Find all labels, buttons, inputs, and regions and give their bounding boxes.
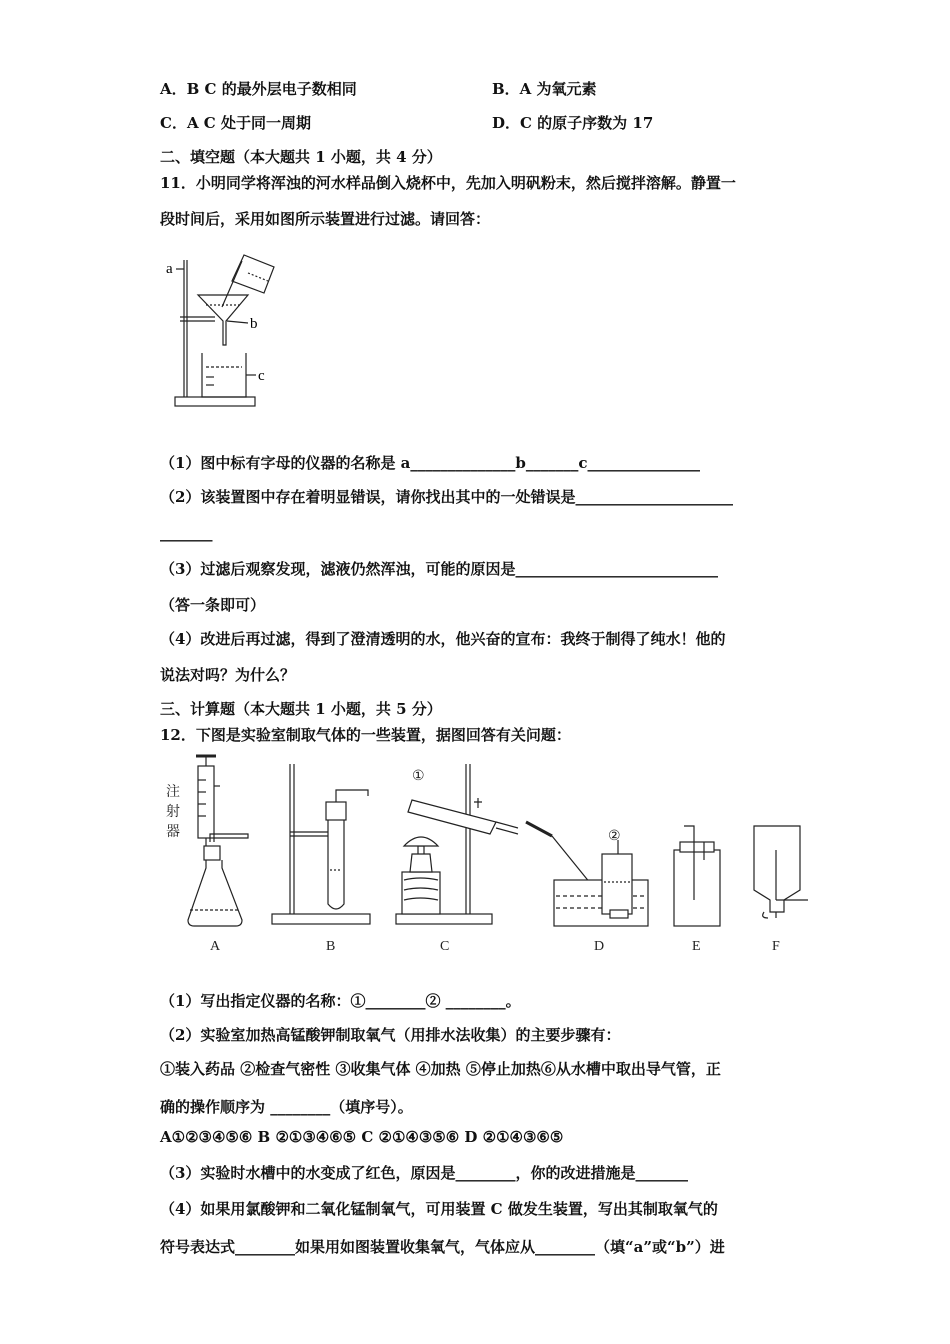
q11-part3: （3）过滤后观察发现，滤液仍然浑浊，可能的原因是___________________________	[160, 560, 718, 578]
option-a: A．B C 的最外层电子数相同	[160, 80, 357, 98]
syringe-label-char-1: 注	[166, 785, 180, 800]
q11-part1: （1）图中标有字母的仪器的名称是 a______________b_______c_______________	[160, 454, 701, 472]
q11-part2: （2）该装置图中存在着明显错误，请你找出其中的一处错误是_____________________	[160, 488, 733, 506]
q11-line2: 段时间后，采用如图所示装置进行过滤。请回答：	[160, 210, 491, 228]
option-b: B．A 为氧元素	[492, 80, 597, 98]
q11-part4-line1: （4）改进后再过滤，得到了澄清透明的水，他兴奋的宣布：我终于制得了纯水！他的	[160, 630, 726, 648]
q11-part2-continued: _______	[160, 524, 213, 542]
filtration-apparatus-figure	[160, 245, 290, 415]
apparatus-b-label: B	[326, 939, 336, 954]
apparatus-a-label: A	[210, 939, 221, 954]
apparatus-f-label: F	[772, 939, 780, 954]
q12-part2-options: A①②③④⑤⑥ B ②①③④⑥⑤ C ②①④③⑤⑥ D ②①④③⑥⑤	[160, 1128, 564, 1146]
q12-part3: （3）实验时水槽中的水变成了红色，原因是________，你的改进措施是_______	[160, 1164, 688, 1182]
q12-part4-line1: （4）如果用氯酸钾和二氧化锰制氧气，可用装置 C 做发生装置，写出其制取氧气的	[160, 1200, 718, 1218]
syringe-label-char-2: 射	[166, 805, 180, 820]
q11-part4-line2: 说法对吗？为什么？	[160, 666, 296, 684]
q12-part4-line2: 符号表达式________如果用如图装置收集氧气，气体应从________（填“a”或“b”）进	[160, 1238, 725, 1256]
apparatus-d-label: D	[594, 939, 605, 954]
q12-stem: 12．下图是实验室制取气体的一些装置，据图回答有关问题：	[160, 726, 571, 744]
label-b: b	[250, 316, 258, 332]
section3-heading: 三、计算题（本大题共 1 小题，共 5 分）	[160, 700, 442, 718]
option-d: D．C 的原子序数为 17	[492, 114, 654, 132]
q12-part2: （2）实验室加热高锰酸钾制取氧气（用排水法收集）的主要步骤有：	[160, 1026, 621, 1044]
circle-2-label: ②	[608, 829, 621, 844]
apparatus-c-label: C	[440, 939, 450, 954]
syringe-label-char-3: 器	[166, 825, 180, 840]
circle-1-label: ①	[412, 769, 425, 784]
apparatus-e-label: E	[692, 939, 701, 954]
label-a: a	[166, 261, 173, 277]
q11-part3-note: （答一条即可）	[160, 596, 266, 614]
gas-apparatus-figure	[160, 750, 810, 960]
q12-part1: （1）写出指定仪器的名称：①________② ________。	[160, 992, 521, 1010]
q12-part2-steps: ①装入药品 ②检查气密性 ③收集气体 ④加热 ⑤停止加热⑥从水槽中取出导气管，正	[160, 1060, 721, 1078]
q11-line1: 11．小明同学将浑浊的河水样品倒入烧杯中，先加入明矾粉末，然后搅拌溶解。静置一	[160, 174, 736, 192]
option-c: C．A C 处于同一周期	[160, 114, 311, 132]
label-c: c	[258, 368, 265, 384]
q12-part2-order: 确的操作顺序为 ________（填序号）。	[160, 1098, 413, 1116]
section2-heading: 二、填空题（本大题共 1 小题，共 4 分）	[160, 148, 442, 166]
